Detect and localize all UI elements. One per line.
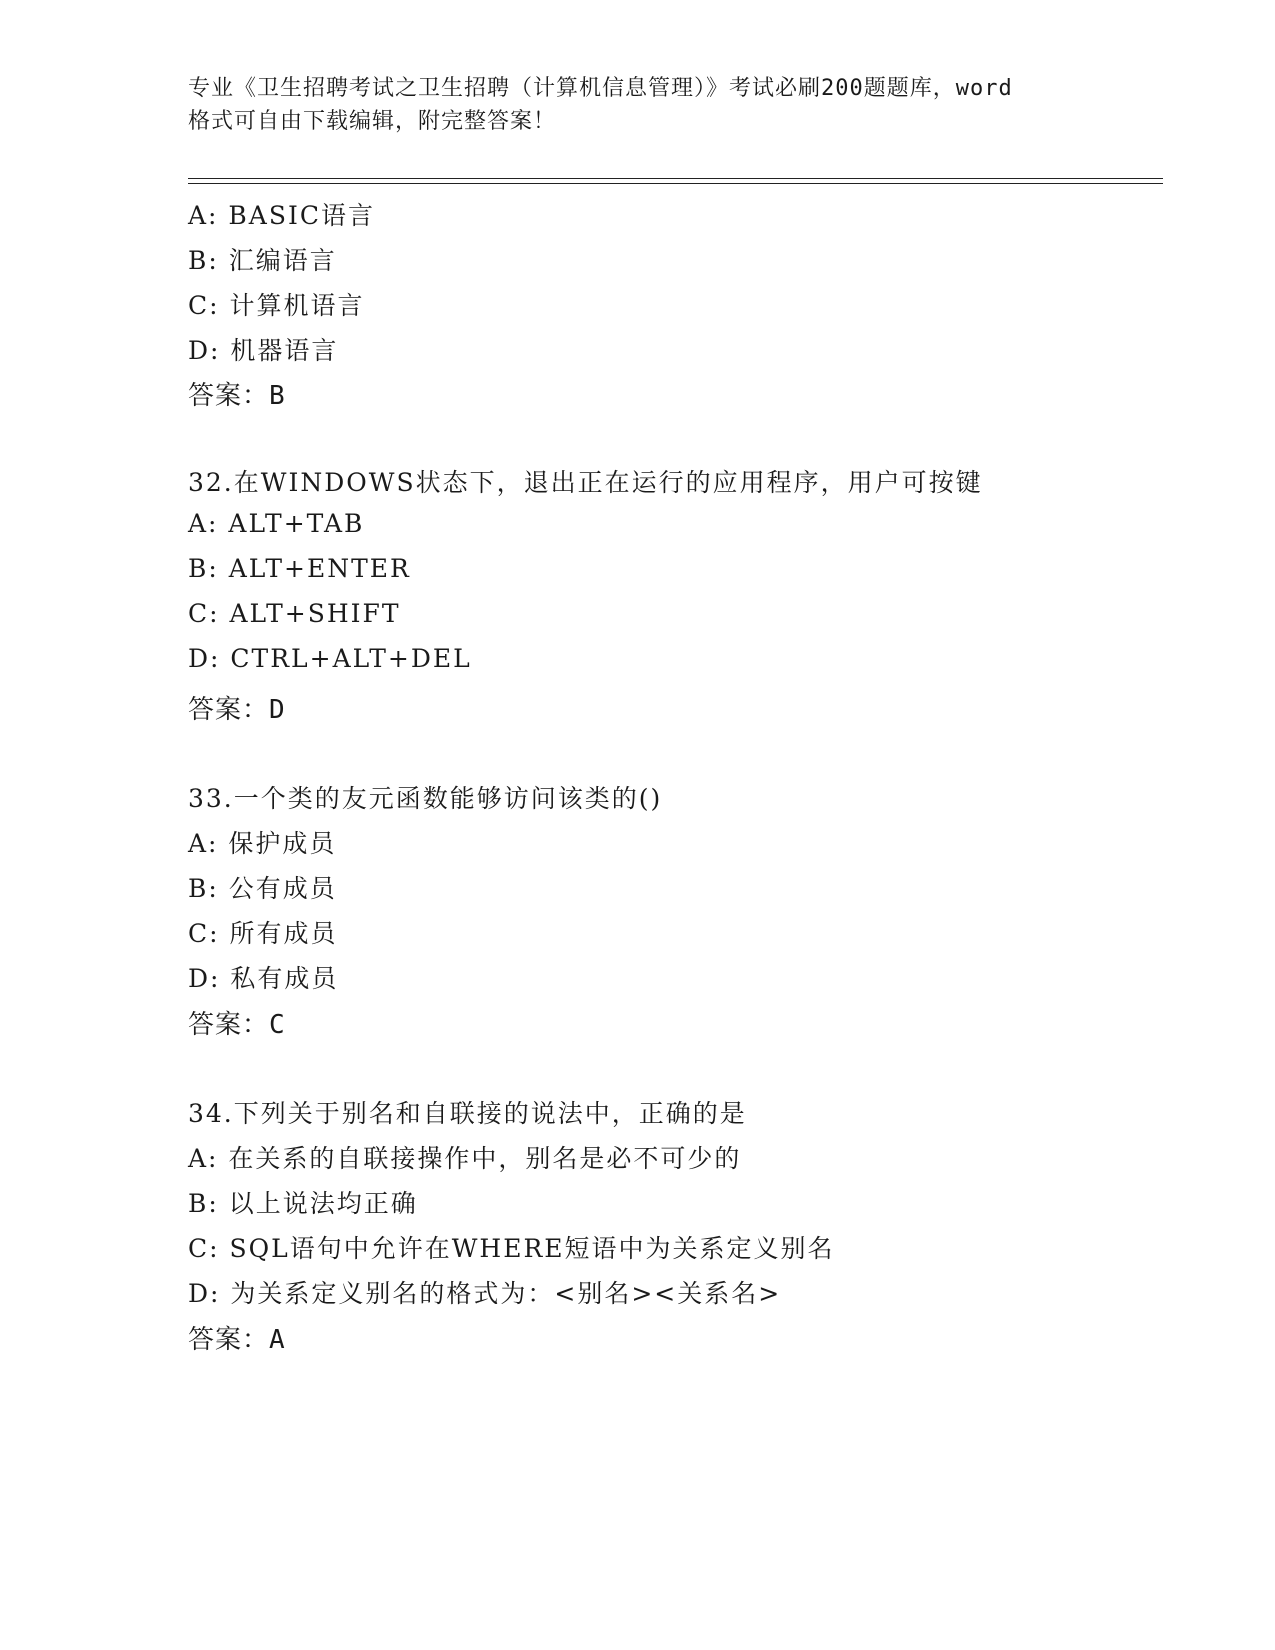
header-line-1: 专业《卫生招聘考试之卫生招聘（计算机信息管理）》考试必刷200题题库，word [188,76,1013,101]
answer-line: 答案：D [188,695,286,725]
option-d: D: 机器语言 [188,336,339,365]
answer-line: 答案：C [188,1010,286,1040]
option-c: C: ALT+SHIFT [188,599,401,628]
question-34: 34.下列关于别名和自联接的说法中，正确的是 [188,1099,747,1128]
option-b: B: 公有成员 [188,874,337,903]
option-b: B: 以上说法均正确 [188,1189,418,1218]
header-line-2: 格式可自由下载编辑，附完整答案！ [188,109,557,134]
document-header [188,72,1088,138]
question-33: 33.一个类的友元函数能够访问该类的() [188,784,663,813]
option-c: C: 计算机语言 [188,291,365,320]
option-a: A: 在关系的自联接操作中，别名是必不可少的 [188,1144,742,1173]
header-divider-top [188,178,1163,179]
header-divider-bottom [188,183,1163,184]
option-b: B: 汇编语言 [188,246,337,275]
option-d: D: CTRL+ALT+DEL [188,644,472,673]
option-c: C: 所有成员 [188,919,338,948]
option-a: A: BASIC语言 [188,201,375,230]
answer-line: 答案：B [188,381,286,411]
option-d: D: 为关系定义别名的格式为：<别名><关系名> [188,1279,782,1308]
option-b: B: ALT+ENTER [188,554,411,583]
option-c: C: SQL语句中允许在WHERE短语中为关系定义别名 [188,1234,835,1263]
option-a: A: ALT+TAB [188,509,365,538]
option-d: D: 私有成员 [188,964,339,993]
option-a: A: 保护成员 [188,829,337,858]
answer-line: 答案：A [188,1325,286,1355]
question-32: 32.在WINDOWS状态下，退出正在运行的应用程序，用户可按键 [188,468,983,497]
